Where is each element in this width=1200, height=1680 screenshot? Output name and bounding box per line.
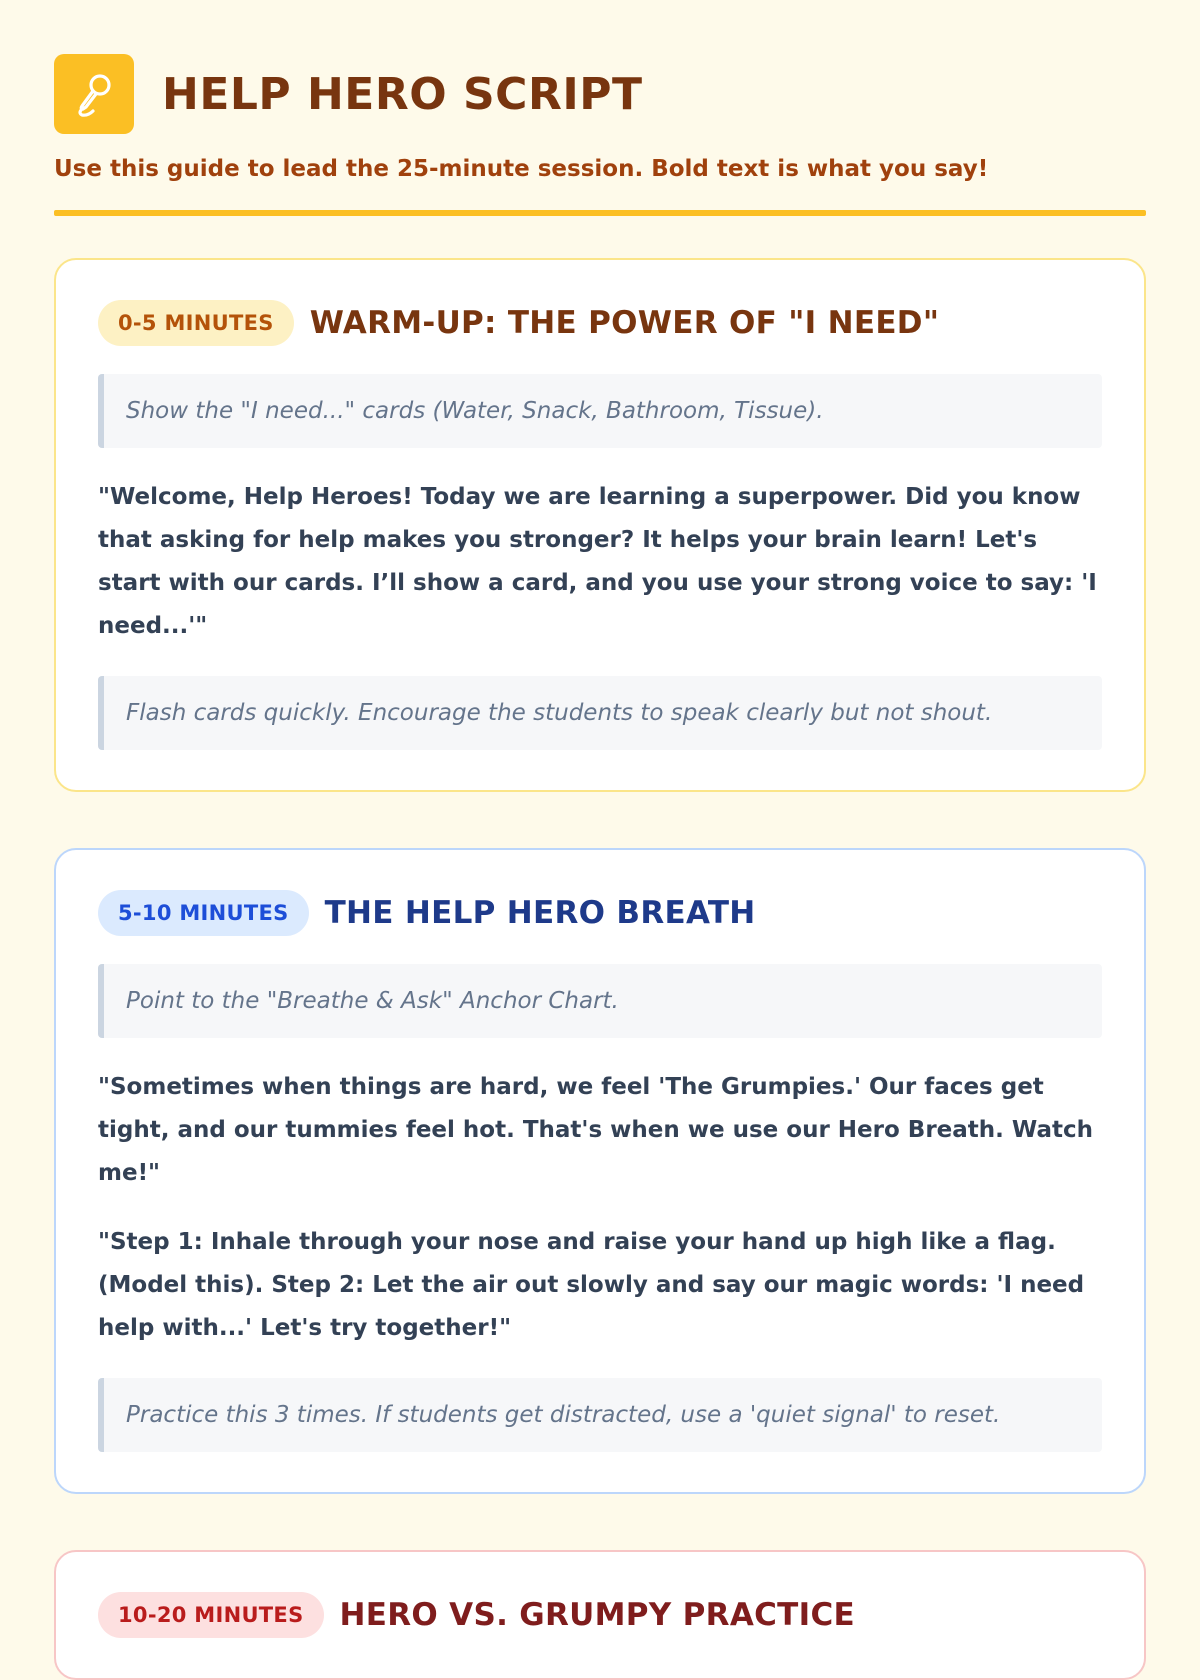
script-text: "Sometimes when things are hard, we feel 'The Grumpies.' Our faces get tight, and our tummies feel hot. That's when we use our Hero Breath. Watch me!" <box>98 1074 1093 1186</box>
time-badge: 10-20 MINUTES <box>98 1592 324 1638</box>
section-card-grumpy-practice <box>54 1550 1146 1680</box>
time-badge: 5-10 MINUTES <box>98 890 309 936</box>
time-badge: 0-5 MINUTES <box>98 300 294 346</box>
teacher-note: Show the "I need..." cards (Water, Snack, Bathroom, Tissue). <box>98 374 1102 448</box>
page-header <box>54 0 1146 134</box>
script-text: "Step 1: Inhale through your nose and raise your hand up high like a flag. (Model this). Step 2: Let the air out slowly and say our magic words: 'I need help with...' Let's try together!" <box>98 1229 1085 1341</box>
teacher-note: Practice this 3 times. If students get distracted, use a 'quiet signal' to reset. <box>98 1378 1102 1452</box>
teacher-note: Flash cards quickly. Encourage the students to speak clearly but not shout. <box>98 676 1102 750</box>
section-title: THE HELP HERO BREATH <box>324 895 756 931</box>
section-header <box>98 300 1102 346</box>
teacher-note: Point to the "Breathe & Ask" Anchor Chart. <box>98 964 1102 1038</box>
microphone-icon <box>54 54 134 134</box>
section-header <box>98 890 1102 936</box>
page-subtitle: Use this guide to lead the 25-minute session. Bold text is what you say! <box>54 156 989 182</box>
section-title: WARM-UP: THE POWER OF "I NEED" <box>309 305 940 341</box>
script-text: "Welcome, Help Heroes! Today we are learning a superpower. Did you know that asking for help makes you stronger? It helps your brain learn! Let's start with our cards. I’ll show a card, and you use your strong voice to say: 'I need...'" <box>98 484 1097 639</box>
section-card-hero-breath <box>54 848 1146 1494</box>
section-card-warm-up <box>54 258 1146 792</box>
section-title: HERO VS. GRUMPY PRACTICE <box>339 1597 855 1633</box>
section-header <box>98 1592 1102 1638</box>
page-title: HELP HERO SCRIPT <box>162 68 643 120</box>
header-divider <box>54 210 1146 216</box>
